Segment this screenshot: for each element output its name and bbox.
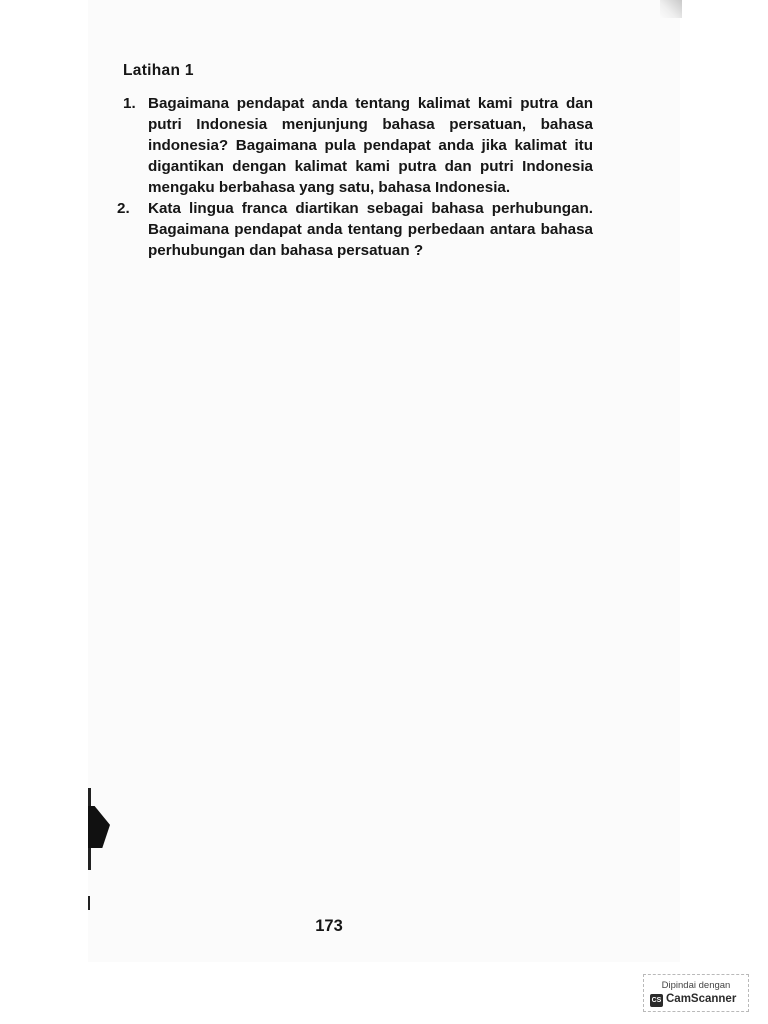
scanner-caption: Dipindai dengan: [661, 980, 731, 991]
exercise-item: [117, 93, 593, 198]
exercise-number: 1.: [123, 95, 136, 112]
page-number: 173: [315, 917, 343, 935]
exercise-item: [117, 198, 593, 261]
section-heading: Latihan 1: [123, 62, 194, 79]
exercise-number: 2.: [117, 200, 130, 217]
scanner-brand: CamScanner: [666, 993, 737, 1005]
exercise-text: Bagaimana pendapat anda tentang kalimat kami putra dan putri Indonesia menjunjung bahasa persatuan, bahasa indonesia? Bagaimana pula pendapat anda jika kalimat itu digantikan dengan kalimat kami putra dan putri Indonesia mengaku berbahasa yang satu, bahasa Indonesia.: [148, 95, 593, 196]
camscanner-logo-icon: CS: [650, 994, 663, 1007]
scanner-watermark: [643, 974, 749, 1012]
exercise-text: Kata lingua franca diartikan sebagai bahasa perhubungan. Bagaimana pendapat anda tentang perbedaan antara bahasa perhubungan dan bahasa persatuan ?: [148, 200, 593, 259]
exercise-list: [117, 93, 593, 261]
